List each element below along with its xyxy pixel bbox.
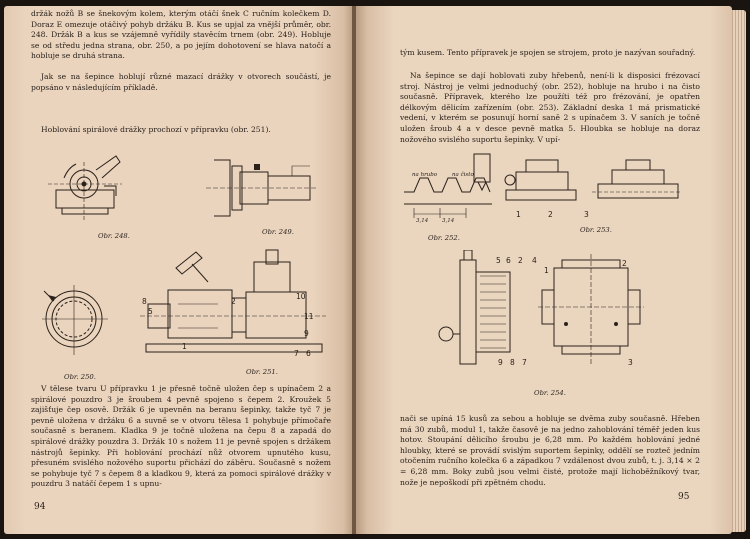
left-paragraph-4-text: V tělese tvaru U přípravku 1 je přesně točně uložen čep s upínačem 2 a spirálové pouzdro 3 je šroubem 4 pevně spojeno s čepem 2. Kroužek 5 zajišťuje čep osově. Držák 6 je upevněn na beranu šepinky, takže tyč 7 je pevně uložena v držáku 6 a suvně se v otvoru tělesa 1 pohybuje přímočaře současně s beranem. Kladka 9 je točně uložena na čepu 8 a zapadá do spirálové drážky pouzdra 3. Držák 10 s nožem 11 je pevně spojen s držákem nástrojů šepinky. Při hoblování prochází nůž otvorem upnutého kusu, přesuném svislého nožového suportu přichází do záběru. Současně s nožem se pohybuje tyč 7 s čepem 8 a kladkou 9, která za pomoci spirálové drážky v pouzdru 3 natáčí čepem 1 s upnu- — [31, 384, 331, 489]
fig254-label-3: 3 — [628, 358, 633, 367]
page-number-left: 94 — [34, 502, 46, 512]
caption-249: Obr. 249. — [262, 228, 294, 236]
fig253-label-3: 3 — [584, 210, 589, 219]
fig254-label-2-right: 2 — [622, 259, 627, 268]
left-paragraph-3-text: Hoblování spirálové drážky prochozí v přípravku (obr. 251). — [41, 125, 271, 134]
fig251-label-10: 10 — [296, 292, 306, 301]
fig254-label-6: 6 — [506, 256, 511, 265]
page-edges — [732, 10, 746, 532]
left-paragraph-4 — [31, 384, 331, 490]
fig253-label-1: 1 — [516, 210, 521, 219]
right-page — [356, 6, 732, 534]
fig254-label-9: 9 — [498, 358, 503, 367]
left-page — [4, 6, 354, 534]
right-paragraph-2-text: Na šepince se dají hoblovati zuby hřebenů, není-li k disposici frézovací stroj. Nástroj je velmi jednoduchý (obr. 252), hobluje na hrubo i na čisto současně. Přípravek, kterého lze použíti též pro frézování, je opatřen délkovým dělicím zařízením (obr. 253). Základní deska 1 má prismatické vedení, v kterém se posunují horní saně 2 s upínačem 3. V saních je točně uložen šroub 4 a v desce pevně matka 5. Hloubka se hobluje na doraz nožového svislého suportu šepinky. V upí- — [400, 71, 700, 144]
fig252-label-3-14-a: 3,14 — [416, 218, 429, 224]
fig252-label-na-hrubo: na hrubo — [412, 172, 438, 178]
caption-253: Obr. 253. — [580, 226, 612, 234]
figure-248 — [44, 148, 124, 228]
caption-254: Obr. 254. — [534, 389, 566, 397]
fig254-label-7: 7 — [522, 358, 527, 367]
fig254-label-1: 1 — [544, 266, 549, 275]
left-paragraph-1: držák nožů B se šnekovým kolem, kterým otáčí šnek C ručním kolečkem D. Doraz E omezuje otáčivý pohyb držáku B. Kus se upjal za vnější průměr, obr. 248. Držák B a kus se vzájemně vyřídily stavěcím trnem (obr. 249). Hobluje se od středu jedna strana, obr. 250, a po jejím dohotovení se hlava natočí a hobluje se druhá strana. — [31, 9, 331, 61]
right-paragraph-1: tým kusem. Tento přípravek je spojen se strojem, proto je nazývan souřadný. — [400, 48, 696, 57]
fig252-label-3-14-b: 3,14 — [442, 218, 455, 224]
fig252-label-na-cisto: na čisto — [452, 172, 474, 178]
fig251-label-6: 6 — [306, 349, 311, 358]
fig254-label-5: 5 — [496, 256, 501, 265]
right-paragraph-2 — [400, 71, 700, 145]
fig251-label-11: 11 — [304, 312, 314, 321]
caption-252: Obr. 252. — [428, 234, 460, 242]
fig254-label-4: 4 — [532, 256, 537, 265]
fig251-label-8: 8 — [142, 297, 147, 306]
figure-250 — [40, 281, 110, 361]
caption-250: Obr. 250. — [64, 373, 96, 381]
figure-253 — [502, 154, 682, 218]
fig251-label-1: 1 — [182, 342, 187, 351]
left-paragraph-3 — [31, 125, 331, 136]
figure-252 — [400, 152, 496, 228]
fig251-label-2: 2 — [231, 297, 236, 306]
figure-254 — [436, 250, 646, 378]
fig251-label-9: 9 — [304, 329, 309, 338]
left-paragraph-2-text: Jak se na šepince hoblují různé mazací drážky v otvorech součástí, je popsáno v následujícím příkladě. — [31, 72, 331, 92]
page-number-right: 95 — [678, 492, 690, 502]
caption-248: Obr. 248. — [98, 232, 130, 240]
fig251-label-7: 7 — [294, 349, 299, 358]
left-paragraph-2 — [31, 72, 331, 93]
fig251-label-5: 5 — [148, 307, 153, 316]
fig254-label-2: 2 — [518, 256, 523, 265]
right-paragraph-3: nači se upíná 15 kusů za sebou a hobluje se dvěma zuby současně. Hřeben má 30 zubů, modul 1, takže časově je na jedno zahoblování téměř jeden kus hotov. Stoupání dělicího šroubu je 6,28 mm. Po každém hoblování jedné hloubky, které se provádí svislým suportem šepinky, oddělí se rozteč jedním otočením ručního kolečka 6 a západkou 7 vzdálenost dvou zubů, t. j. 3,14 × 2 = 6,28 mm. Boky zubů jsou velmi čisté, protože mají lichoběžníkový tvar, nože je nepoškodí při zpětném chodu. — [400, 414, 700, 487]
open-book — [4, 6, 746, 534]
caption-251: Obr. 251. — [246, 368, 278, 376]
figure-249 — [204, 154, 320, 224]
fig253-label-2: 2 — [548, 210, 553, 219]
fig254-label-8: 8 — [510, 358, 515, 367]
